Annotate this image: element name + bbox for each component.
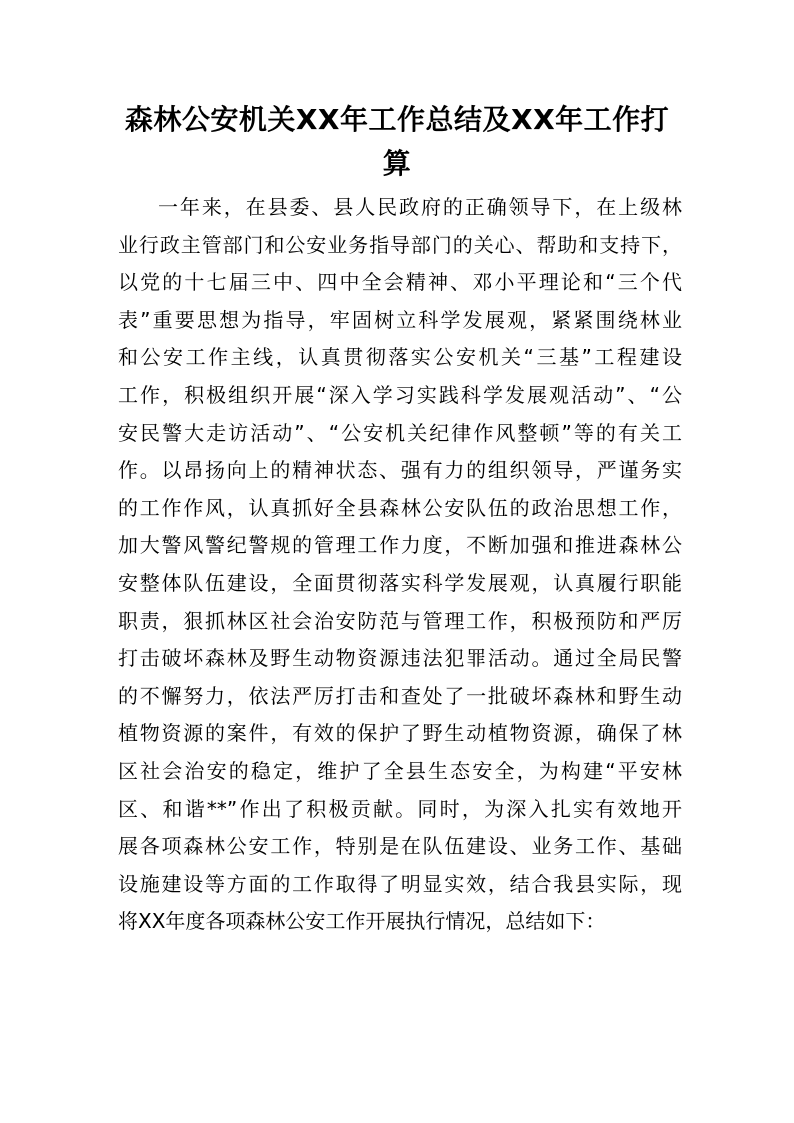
paragraph-line: 和公安工作主线，认真贯彻落实公安机关“三基”工程建设 <box>118 345 682 370</box>
paragraph-line: 作。以昂扬向上的精神状态、强有力的组织领导，严谨务实 <box>118 458 682 483</box>
paragraph-line: 的不懈努力，依法严厉打击和查处了一批破坏森林和野生动 <box>118 683 682 708</box>
document-title <box>110 98 684 186</box>
paragraph-line: 工作，积极组织开展“深入学习实践科学发展观活动”、“公 <box>118 382 682 407</box>
paragraph-line: 的工作作风，认真抓好全县森林公安队伍的政治思想工作， <box>118 495 682 520</box>
paragraph-line: 职责，狠抓林区社会治安防范与管理工作，积极预防和严厉 <box>118 608 682 633</box>
paragraph-line: 业行政主管部门和公安业务指导部门的关心、帮助和支持下， <box>118 232 682 257</box>
paragraph-line: 植物资源的案件，有效的保护了野生动植物资源，确保了林 <box>118 721 682 746</box>
paragraph-line: 以党的十七届三中、四中全会精神、邓小平理论和“三个代 <box>118 270 682 295</box>
paragraph-line: 将XX年度各项森林公安工作开展执行情况，总结如下： <box>118 909 606 934</box>
paragraph-line: 安整体队伍建设，全面贯彻落实科学发展观，认真履行职能 <box>118 570 682 595</box>
paragraph-line: 加大警风警纪警规的管理工作力度，不断加强和推进森林公 <box>118 533 682 558</box>
paragraph-line: 区、和谐**”作出了积极贡献。同时，为深入扎实有效地开 <box>118 796 682 821</box>
paragraph-line: 设施建设等方面的工作取得了明显实效，结合我县实际，现 <box>118 871 682 896</box>
paragraph-line: 表”重要思想为指导，牢固树立科学发展观，紧紧围绕林业 <box>118 307 682 332</box>
document-body-paragraph <box>118 189 682 941</box>
paragraph-line: 安民警大走访活动”、“公安机关纪律作风整顿”等的有关工 <box>118 420 682 445</box>
paragraph-line: 一年来，在县委、县人民政府的正确领导下，在上级林 <box>158 195 682 219</box>
title-line-2: 算 <box>382 147 412 180</box>
paragraph-line: 展各项森林公安工作，特别是在队伍建设、业务工作、基础 <box>118 834 682 859</box>
title-line-1: 森林公安机关XX年工作总结及XX年工作打 <box>124 103 670 136</box>
paragraph-line: 打击破坏森林及野生动物资源违法犯罪活动。通过全局民警 <box>118 646 682 671</box>
paragraph-line: 区社会治安的稳定，维护了全县生态安全，为构建“平安林 <box>118 758 682 783</box>
